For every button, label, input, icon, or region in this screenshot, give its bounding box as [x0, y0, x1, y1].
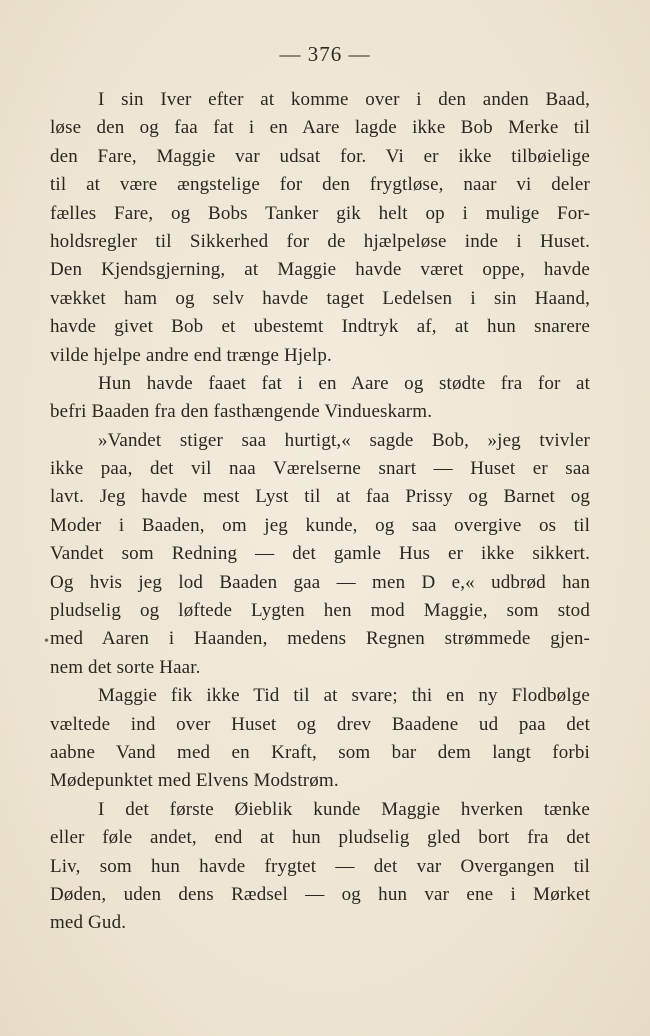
- text-line: eller føle andet, end at hun pludselig gled bort fra det: [50, 827, 590, 849]
- text-line: til at være ængstelige for den frygtløse, naar vi deler: [50, 174, 590, 196]
- text-line: med Gud.: [50, 912, 127, 934]
- text-line: aabne Vand med en Kraft, som bar dem langt forbi: [50, 741, 590, 763]
- page-number: — 376 —: [279, 42, 371, 66]
- text-line: ikke paa, det vil naa Værelserne snart — Huset er saa: [50, 458, 590, 480]
- text-line: fælles Fare, og Bobs Tanker gik helt op i mulige For-: [50, 202, 590, 224]
- text-line: nem det sorte Haar.: [50, 656, 201, 678]
- text-line: havde givet Bob et ubestemt Indtryk af, at hun snarere: [50, 316, 590, 338]
- text-line: Døden, uden dens Rædsel — og hun var ene i Mørket: [50, 883, 590, 905]
- text-line: løse den og faa fat i en Aare lagde ikke Bob Merke til: [50, 117, 590, 139]
- text-line: Maggie fik ikke Tid til at svare; thi en ny Flodbølge: [98, 685, 590, 707]
- text-line: I sin Iver efter at komme over i den anden Baad,: [98, 89, 590, 110]
- text-line: Moder i Baaden, om jeg kunde, og saa overgive os til: [50, 514, 590, 536]
- text-line: I det første Øieblik kunde Maggie hverken tænke: [98, 798, 590, 820]
- body-text: [50, 86, 590, 938]
- text-line: holdsregler til Sikkerhed for de hjælpeløse inde i Huset.: [50, 230, 590, 252]
- text-line: Hun havde faaet fat i en Aare og stødte fra for at: [98, 372, 590, 394]
- text-line: Den Kjendsgjerning, at Maggie havde været oppe, havde: [50, 259, 590, 281]
- text-line: den Fare, Maggie var udsat for. Vi er ikke tilbøielige: [50, 145, 590, 167]
- text-line: Mødepunktet med Elvens Modstrøm.: [50, 770, 339, 792]
- text-line: væltede ind over Huset og drev Baadene ud paa det: [50, 713, 590, 735]
- text-line: befri Baaden fra den fasthængende Vindueskarm.: [50, 401, 433, 423]
- text-line: Vandet som Redning — det gamle Hus er ikke sikkert.: [50, 543, 590, 565]
- margin-mark: •: [44, 634, 49, 649]
- text-line: lavt. Jeg havde mest Lyst til at faa Prissy og Barnet og: [50, 486, 590, 508]
- text-line: Og hvis jeg lod Baaden gaa — men D e,« udbrød han: [50, 571, 590, 593]
- text-line: Liv, som hun havde frygtet — det var Overgangen til: [50, 855, 590, 877]
- text-line: med Aaren i Haanden, medens Regnen strømmede gjen-: [50, 628, 590, 650]
- text-line: »Vandet stiger saa hurtigt,« sagde Bob, »jeg tvivler: [98, 429, 590, 451]
- text-line: vækket ham og selv havde taget Ledelsen i sin Haand,: [50, 287, 590, 309]
- text-line: vilde hjelpe andre end trænge Hjelp.: [50, 344, 332, 366]
- text-line: pludselig og løftede Lygten hen mod Maggie, som stod: [50, 600, 590, 622]
